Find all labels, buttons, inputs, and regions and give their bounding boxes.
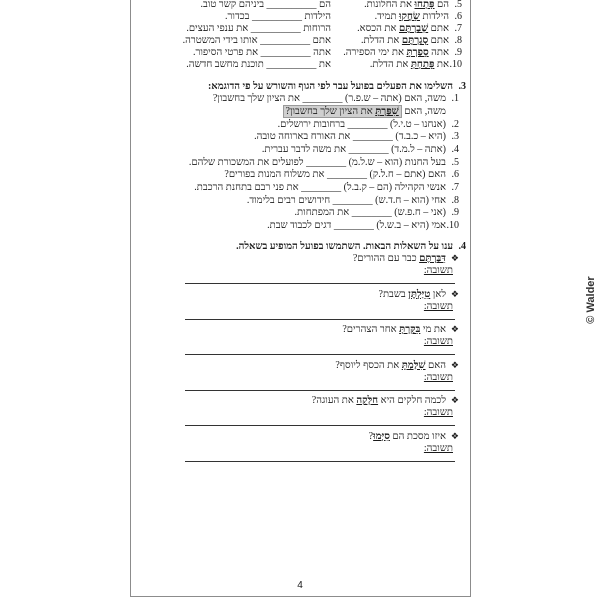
question-end: ? [368,430,374,442]
question [136,360,466,372]
diamond-bullet-icon: ❖ [450,431,459,442]
question-end: כבר עם ההורים? [352,253,420,264]
example-start: משה, האם [401,105,446,117]
question [136,253,466,265]
item-number: 5. [451,156,459,168]
exercise-item [136,207,466,220]
question-start: את מי [420,324,446,336]
question-start: איזו מסכת הם [389,430,446,442]
item-number: 8. [451,194,459,206]
sentence-start: הילדות [419,11,449,22]
sentence-end: את החלונות. [364,0,415,10]
question-block [136,360,466,396]
verb: חִלְּקָה [356,395,379,407]
verb: פָּתַחְתְּ [410,59,435,70]
item-text: האם (אתם – ח.ל.ק) ________ את משלוח המנות בפורים? [224,169,446,181]
copyright-notice: © Walder [585,276,597,324]
question [136,431,466,443]
example-sentence [331,35,449,47]
answer-line [185,319,455,320]
verb: סִיְּמוּ [373,430,390,442]
fill-in-sentence: אתם __________ אותו בידי המשטרה. [182,35,331,46]
section-heading [136,240,466,253]
answer-label: תשובה: [423,407,453,419]
exercise-4 [136,240,466,467]
exercise-item [136,157,466,170]
exercise-item [136,220,466,233]
exercise-item [136,131,466,144]
example-sentence [331,0,449,11]
exercise-item [136,169,466,182]
question-start: האם [425,359,446,371]
exercise-item [136,182,466,195]
sentence-end: תמיד. [374,11,400,22]
item-text: משה, האם (אתה – ש.פ.ר) ________ את הציון שלך בחשבון? [212,93,446,105]
answer-label: תשובה: [423,265,453,276]
verb-pairs-exercise [140,0,462,71]
item-text: (אתה – ל.מ.ד) ________ את משה לדבר עברית. [261,144,446,156]
item-number: 7. [454,23,462,34]
question-text [136,253,446,265]
question [136,395,466,407]
sentence-end: את הדלת. [369,59,411,70]
section-title: ענו על השאלות הבאות. השתמשו בפועל המופיע בשאלה. [236,241,453,252]
diamond-bullet-icon: ❖ [450,360,459,371]
example-sentence [331,59,449,71]
verb: טִיַּלְתֶּן [408,288,431,300]
question [136,324,466,336]
item-number: 10. [446,220,459,232]
sentence-start: הם [434,0,449,10]
fill-in-sentence: הרוחות __________ את ענפי העצים. [186,23,331,34]
sentence-start: אתם [428,35,449,46]
question-block [136,395,466,431]
answer-row [136,407,466,419]
exercise-3 [136,81,466,233]
diamond-bullet-icon: ❖ [450,254,459,264]
question-text [136,395,446,407]
section-number: 3. [458,80,466,92]
worked-example [136,106,466,119]
question-end: את העוגה? [311,395,357,407]
item-text: (אנחנו – ט.י.ל) ________ ברחובות ירושלים. [277,118,446,130]
exercise-row [140,35,462,47]
exercise-row [140,59,462,71]
item-number: 5. [454,0,462,10]
question-start: לאן [430,288,446,300]
question [136,289,466,301]
item-text: אחי (הוא – ח.ד.ש) ________ חידושים רבים בלימוד. [246,194,446,206]
section-heading [136,81,466,94]
answer-line [185,425,455,426]
answer-label: תשובה: [423,371,453,383]
item-number: 6. [451,169,459,181]
fill-in-sentence: אתה __________ את פרטי הסיפור. [192,47,331,58]
question-block [136,431,466,467]
answer-row [136,301,466,313]
question-start: לכמה חלקים היא [378,395,446,407]
example-end: את הציון שלך בחשבון? [285,105,376,117]
item-text: אמי (היא – ב.ש.ל) ________ דגים לכבוד שבת. [267,220,446,232]
exercise-item [136,195,466,208]
item-number: 10. [449,59,462,70]
verb: שְׁבַרְתֶּם [399,23,429,34]
fill-in-sentence: הילדות __________ בכדור. [224,11,331,22]
diamond-bullet-icon: ❖ [450,325,459,336]
answer-line [185,461,455,462]
verb: שִׁלַּמְתָּ [401,359,426,371]
exercise-row [140,0,462,11]
verb: שָׂחֲקוּ [399,11,420,22]
sentence-end: את הכסא. [357,23,399,34]
answer-row [136,372,466,384]
fill-in-sentence: את __________ תוכנת מחשב חדשה. [186,59,331,70]
diamond-bullet-icon: ❖ [450,289,459,300]
item-number: 2. [451,118,459,130]
exercise-row [140,23,462,35]
sentence-start: את [434,59,449,70]
question-block [136,324,466,360]
answer-label: תשובה: [423,442,453,454]
question-text [136,360,446,372]
verb: פָּתְחוּ [414,0,435,10]
question-end: בשבת? [378,288,409,300]
verb: סְגַרְתֶּם [401,35,429,46]
item-number: 4. [451,144,459,156]
item-number: 6. [454,11,462,22]
question-text [136,324,446,336]
item-text: (אני – ח.פ.ש) ________ את המפתחות. [294,207,446,219]
section-number: 4. [458,241,466,252]
answer-line [185,354,455,355]
question-block [136,253,466,289]
page-number: 4 [297,580,303,591]
question-end: את הכסף ליוסף? [335,359,402,371]
item-number: 9. [454,47,462,58]
sentence-end: את ימי הספירה. [343,47,407,58]
verb: דִּבַּרְתֶּם [419,253,446,264]
item-number: 9. [451,207,459,219]
exercise-item [136,144,466,157]
answer-label: תשובה: [423,300,453,312]
exercise-item [136,119,466,132]
exercise-row [140,47,462,59]
sentence-start: אתם [428,23,449,34]
question-block [136,289,466,325]
answer-row [136,443,466,455]
example-sentence [331,23,449,35]
sentence-end: את הדלת. [360,35,402,46]
verb: סָפַרְתָּ [406,47,429,58]
question-end: אחר הצהרים? [342,324,400,336]
item-text: (היא – כ.ב.ד) ________ את האורח בארוחה טובה. [254,131,446,143]
item-number: 1. [451,93,459,105]
example-sentence [331,11,449,23]
question-text [136,289,446,301]
verb: שִׁפַּרְתָּ [375,105,399,117]
item-text: בעל החנות (הוא – ש.ל.מ) ________ לפועלים את המשכורת שלהם. [188,156,446,168]
verb: בִּקַּרְתְּ [399,324,421,336]
answer-line [185,390,455,391]
example-sentence [331,47,449,59]
item-number: 8. [454,35,462,46]
answer-row [136,336,466,348]
answer-label: תשובה: [423,336,453,348]
example-highlight [283,105,402,118]
item-text: אנשי הקהילה (הם – ק.ב.ל) ________ את פני רבם בתחנת הרכבת. [194,182,446,194]
sentence-start: אתה [428,47,449,58]
item-number: 3. [451,131,459,143]
fill-in-sentence: הם __________ ביניהם קשר טוב. [200,0,331,10]
item-number: 7. [451,182,459,194]
answer-row [136,265,466,277]
exercise-row [140,11,462,23]
diamond-bullet-icon: ❖ [450,396,459,407]
section-title: השלימו את הפעלים בפועל עבר לפי הגוף והשורש על פי הדוגמא: [207,80,453,92]
answer-line [185,283,455,284]
question-text [136,431,446,443]
